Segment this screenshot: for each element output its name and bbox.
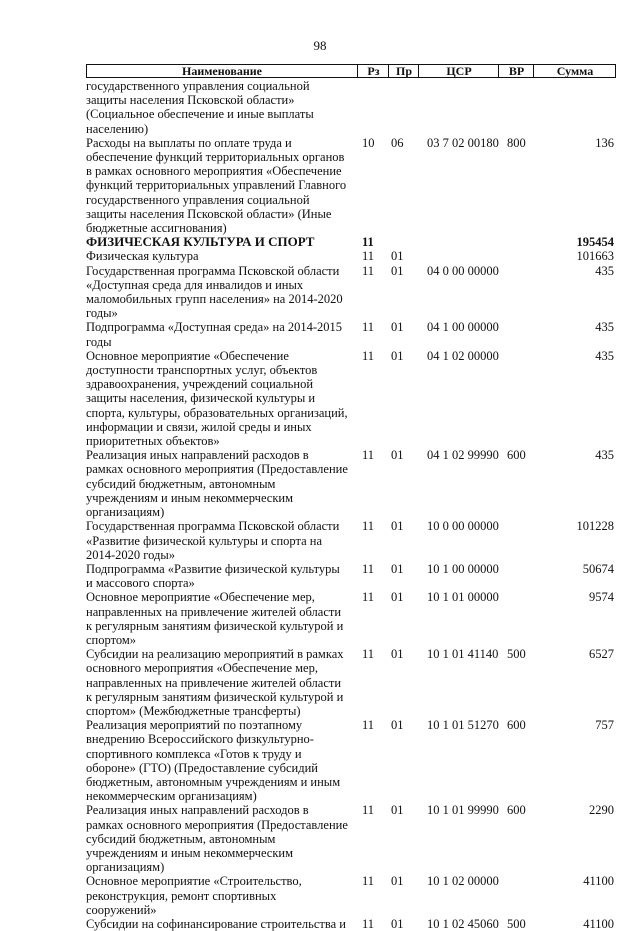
row-rz: 11	[362, 590, 375, 605]
row-vr: 600	[507, 448, 526, 463]
row-sum: 101228	[576, 519, 614, 534]
row-csr: 10 1 01 41140	[427, 647, 499, 662]
header-rz: Рз	[357, 65, 389, 77]
table-row	[86, 519, 616, 562]
header-vr: ВР	[498, 65, 534, 77]
row-sum: 6527	[589, 647, 614, 662]
row-vr: 500	[507, 647, 526, 662]
header-sum: Сумма	[533, 65, 616, 77]
row-name: Субсидии на реализацию мероприятий в рамках основного мероприятия «Обеспечение мер, направленных на привлечение жителей области к регулярным занятиям физической культурой и спортом» (Межбюджетные трансферты)	[86, 647, 344, 718]
row-pr: 01	[391, 874, 404, 889]
row-rz: 11	[362, 803, 375, 818]
row-pr: 01	[391, 916, 404, 931]
header-name: Наименование	[182, 64, 262, 78]
row-sum: 195454	[576, 235, 614, 250]
row-csr: 10 1 01 00000	[427, 590, 499, 605]
row-rz: 11	[362, 263, 375, 278]
row-pr: 01	[391, 590, 404, 605]
table-row	[86, 320, 616, 348]
row-csr: 04 1 02 00000	[427, 348, 499, 363]
row-sum: 101663	[576, 249, 614, 264]
row-sum: 2290	[589, 803, 614, 818]
row-csr: 03 7 02 00180	[427, 135, 499, 150]
row-name: Государственная программа Псковской области «Доступная среда для инвалидов и иных маломобильных групп населения» на 2014-2020 годы»	[86, 263, 343, 321]
row-sum: 435	[595, 348, 614, 363]
row-pr: 01	[391, 519, 404, 534]
row-vr: 600	[507, 803, 526, 818]
page-number: 98	[313, 38, 327, 53]
row-csr: 04 1 00 00000	[427, 320, 499, 335]
row-csr: 10 1 02 45060	[427, 916, 499, 931]
table-row	[86, 79, 616, 136]
table-header	[86, 64, 616, 78]
row-rz: 11	[362, 249, 375, 264]
header-csr: ЦСР	[418, 65, 499, 77]
row-csr: 10 1 02 00000	[427, 874, 499, 889]
row-csr: 10 1 01 99990	[427, 803, 499, 818]
table-row	[86, 917, 616, 931]
row-sum: 757	[595, 718, 614, 733]
row-csr: 10 1 00 00000	[427, 561, 499, 576]
row-rz: 11	[362, 348, 375, 363]
table-row	[86, 562, 616, 590]
row-name: Основное мероприятие «Строительство, реконструкция, ремонт спортивных сооружений»	[86, 874, 302, 917]
table-row	[86, 349, 616, 448]
row-pr: 01	[391, 448, 404, 463]
table-row	[86, 590, 616, 647]
row-name: Реализация мероприятий по поэтапному внедрению Всероссийского физкультурно-спортивного комплекса «Готов к труду и обороне» (ГТО) (Предоставление субсидий бюджетным, автономным учреждениям и иным некоммерческим организациям)	[86, 718, 341, 804]
row-csr: 04 1 02 99990	[427, 448, 499, 463]
row-pr: 01	[391, 803, 404, 818]
row-vr: 600	[507, 718, 526, 733]
row-pr: 01	[391, 348, 404, 363]
section-row	[86, 235, 616, 249]
row-rz: 11	[362, 320, 375, 335]
row-rz: 11	[362, 916, 375, 931]
row-name: Субсидии на софинансирование строительства и	[86, 916, 346, 931]
table-row	[86, 647, 616, 718]
row-csr: 10 1 01 51270	[427, 718, 499, 733]
table-row	[86, 448, 616, 519]
row-pr: 01	[391, 561, 404, 576]
row-name: Реализация иных направлений расходов в рамках основного мероприятия (Предоставление субсидий бюджетным, автономным учреждениям и иным некоммерческим организациям)	[86, 803, 348, 875]
row-pr: 01	[391, 647, 404, 662]
row-rz: 11	[362, 448, 375, 463]
row-vr: 800	[507, 135, 526, 150]
row-sum: 435	[595, 448, 614, 463]
header-pr: Пр	[388, 65, 419, 77]
row-rz: 10	[362, 135, 375, 150]
row-name: Физическая культура	[86, 249, 199, 264]
row-name: Расходы на выплаты по оплате труда и обеспечение функций территориальных органов в рамках основного мероприятия «Обеспечение функций территориальных управлений Главного государственного управления социальной защиты населения Псковской области» (Иные бюджетные ассигнования)	[86, 135, 347, 236]
row-sum: 136	[595, 135, 614, 150]
row-name: Основное мероприятие «Обеспечение доступности транспортных услуг, объектов здравоохранения, учреждений социальной защиты населения, физической культуры и спорта, культуры, образовательных организаций, информации и связи, жилой среды и иных приоритетных объектов»	[86, 348, 348, 449]
table-row	[86, 803, 616, 874]
row-rz: 11	[362, 874, 375, 889]
row-pr: 01	[391, 718, 404, 733]
row-name: Подпрограмма «Развитие физической культуры и массового спорта»	[86, 561, 340, 591]
row-sum: 41100	[583, 916, 614, 931]
table-row	[86, 264, 616, 321]
table-body	[86, 79, 616, 931]
row-vr: 500	[507, 916, 526, 931]
row-rz: 11	[362, 647, 375, 662]
row-sum: 9574	[589, 590, 614, 605]
row-pr: 01	[391, 320, 404, 335]
table-row	[86, 136, 616, 235]
row-name: Подпрограмма «Доступная среда» на 2014-2015 годы	[86, 320, 343, 349]
row-sum: 435	[595, 263, 614, 278]
table-row	[86, 874, 616, 917]
row-pr: 01	[391, 263, 404, 278]
row-rz: 11	[362, 718, 375, 733]
row-name: государственного управления социальной защиты населения Псковской области» (Социальное обеспечение и иные выплаты населению)	[86, 79, 314, 136]
row-name: Государственная программа Псковской области «Развитие физической культуры и спорта на 2014-2020 годы»	[86, 519, 340, 562]
row-sum: 50674	[582, 561, 614, 576]
row-csr: 04 0 00 00000	[427, 263, 499, 278]
row-name: ФИЗИЧЕСКАЯ КУЛЬТУРА И СПОРТ	[86, 234, 315, 250]
table-row	[86, 718, 616, 803]
row-pr: 06	[391, 135, 404, 150]
row-rz: 11	[362, 235, 374, 250]
row-sum: 41100	[583, 874, 614, 889]
row-rz: 11	[362, 561, 375, 576]
table-row	[86, 249, 616, 263]
row-csr: 10 0 00 00000	[427, 519, 499, 534]
row-pr: 01	[391, 249, 404, 264]
row-name: Основное мероприятие «Обеспечение мер, направленных на привлечение жителей области к регулярным занятиям физической культурой и спортом»	[86, 590, 344, 647]
row-rz: 11	[362, 519, 375, 534]
row-name: Реализация иных направлений расходов в рамках основного мероприятия (Предоставление субсидий бюджетным, автономным учреждениям и иным некоммерческим организациям)	[86, 448, 348, 520]
row-sum: 435	[595, 320, 614, 335]
